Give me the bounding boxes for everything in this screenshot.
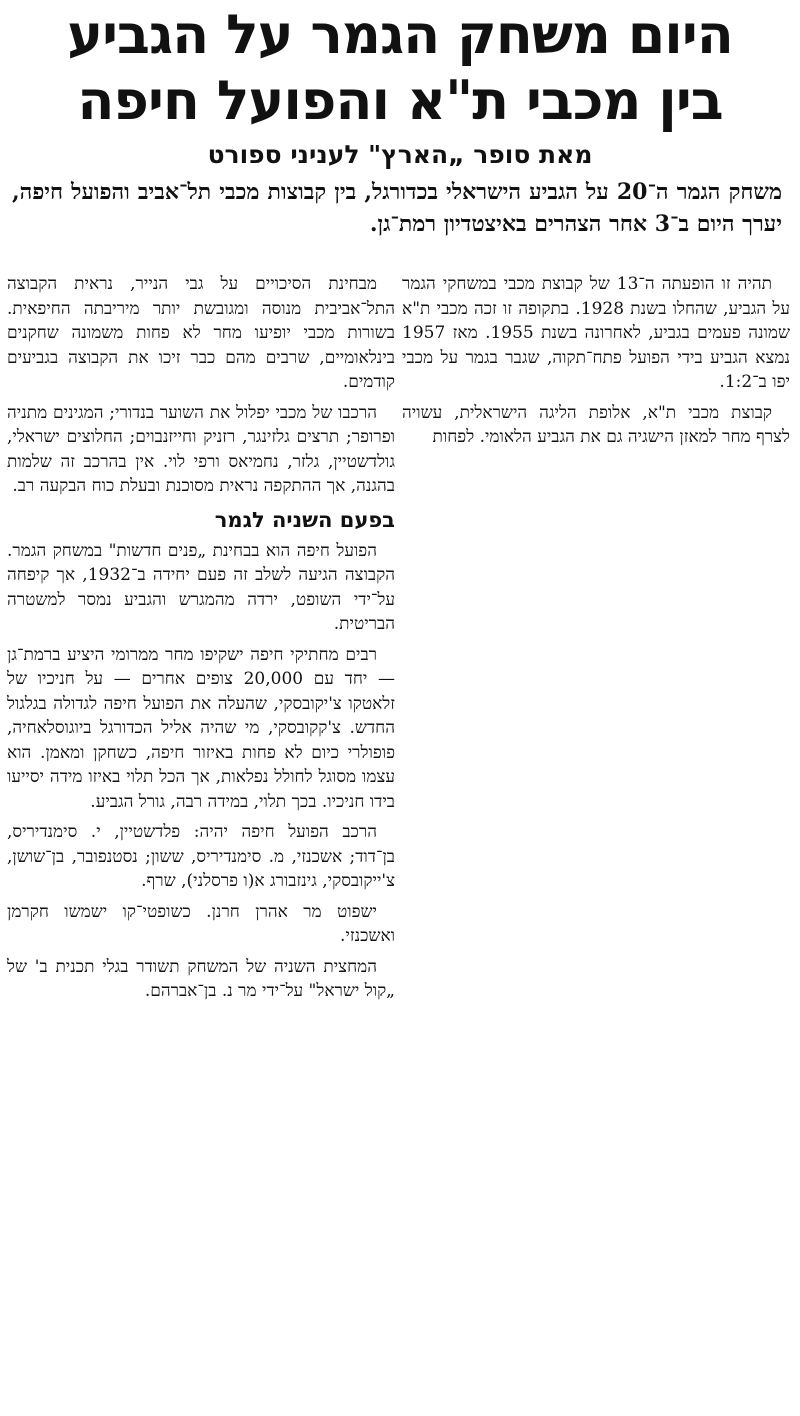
headline (10, 2, 790, 134)
article-paragraph: רבים מחתיקי חיפה ישקיפו מחר ממרומי היציע ברמת־גן — יחד עם 20,000 צופים אחרים — על חניכיו של זלאטקו צ'יקובסקי, שהעלה את הפועל חיפה לגדולה בגלגול החדש. צ'קקובסקי, מי שהיה אליל הכדורגל ביוגוסלאחיה, פופולרי כיום לא פחות באיזור חיפה, כשחקן ומאמן. הוא עצמו מסוגל לחולל נפלאות, אך הכל תלוי באיזו מידה יסייעו בידו חניכיו. בכך תלוי, במידה רבה, גורל הגביע. (7, 644, 395, 812)
article-paragraph: מבחינת הסיכויים על גבי הנייר, נראית הקבוצה התל־אביבית מנוסה ומגובשת יותר מיריבתה החיפאית. בשורות מכבי יופיעו מחר לא פחות משמונה שחקנים בינלאומיים, שרבים מהם כבר זיכו את הקבוצה בגביעים קודמים. (7, 274, 395, 392)
byline: מאת סופר „הארץ" לעניני ספורט (207, 140, 593, 169)
article-paragraph: הפועל חיפה הוא בבחינת „פנים חדשות" במשחק הגמר. הקבוצה הגיעה לשלב זה פעם יחידה ב־1932, אך קיפחה על־ידי השופט, ירדה מהמגרש והגביע נמסר למשטרה הבריטית. (7, 540, 395, 634)
article-paragraph: ישפוט מר אהרן חרנן. כשופטי־קו ישמשו חקרמן ואשכנזי. (7, 901, 395, 946)
article-column-left (7, 272, 395, 1010)
article-paragraph: הרכב הפועל חיפה יהיה: פלדשטיין, י. סימנדיריס, בן־דוד; אשכנזי, מ. סימנדיריס, ששון; נסטנפובר, בן־שושן, צ'ייקובסקי, גינזבורג א(ו פרסלני), שרף. (7, 822, 395, 891)
headline-line-1: היום משחק הגמר על הגביע (67, 3, 733, 66)
lead-paragraph: משחק הגמר ה־20 על הגביע הישראלי בכדורגל, בין קבוצות מכבי תל־אביב והפועל חיפה, יערך היום ב־3 אחר הצהרים באיצטדיון רמת־גן. (12, 179, 782, 237)
article-paragraph: תהיה זו הופעתה ה־13 של קבוצת מכבי במשחקי הגמר על הגביע, שהחלו בשנת 1928. בתקופה זו זכה מכבי ת"א שמונה פעמים בגביע, לאחרונה בשנת 1955. מאז 1957 נמצא הגביע בידי הפועל פתח־תקוה, שגבר בגמר על מכבי יפו ב־1:2. (402, 274, 790, 392)
section-subheading: בפעם השניה לגמר (214, 507, 395, 532)
article-paragraph: המחצית השניה של המשחק תשודר בגלי תכנית ב' של „קול ישראל" על־ידי מר נ. בן־אברהם. (7, 956, 395, 1001)
article-column-right (402, 272, 790, 456)
article-paragraph: הרכבו של מכבי יפלול את השוער בנדורי; המגינים מתניה ופרופר; תרצים גלזינגר, רזניק וחייזנבוים; החלוצים ישראלי, גולדשטיין, גלזר, נחמיאס ורפי לוי. אין בהרכב זה שלמות בהגנה, אך ההתקפה נראית מסוכנת ובעלת כוח הבקעה רב. (7, 402, 395, 496)
article-paragraph: קבוצת מכבי ת"א, אלופת הליגה הישראלית, עשויה לצרף מחר למאזן הישגיה גם את הגביע הלאומי. לפחות (402, 402, 790, 447)
headline-line-2: בין מכבי ת"א והפועל חיפה (77, 69, 723, 132)
